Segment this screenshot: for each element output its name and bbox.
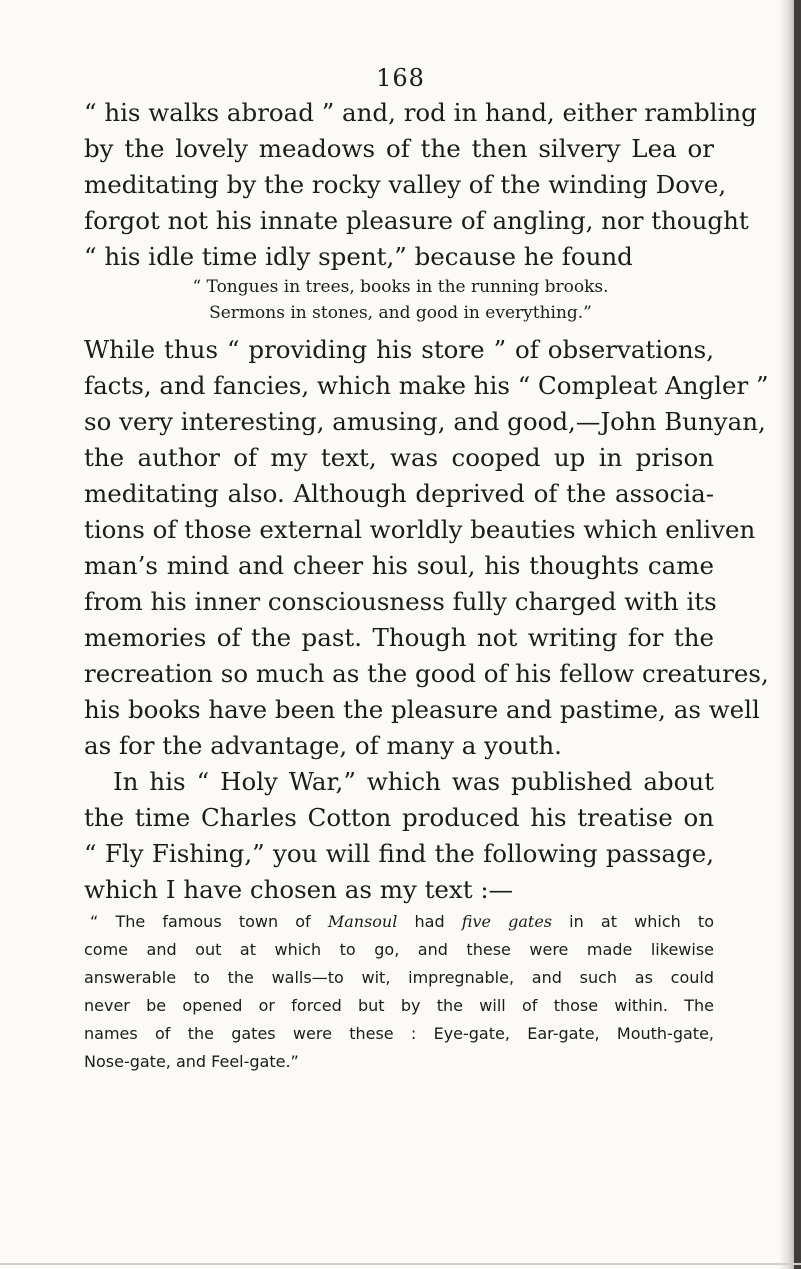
paragraph-line: While thus “ providing his store ” of observations, <box>84 335 714 364</box>
quote-line: names of the gates were these : Eye-gate, Ear-gate, Mouth-gate, <box>84 1024 714 1043</box>
paragraph-line: as for the advantage, of many a youth. <box>84 731 562 760</box>
paragraph-line: forgot not his innate pleasure of angling, nor thought <box>84 206 749 235</box>
quote-line: answerable to the walls—to wit, impregnable, and such as could <box>84 968 714 987</box>
quote-line <box>90 910 714 934</box>
paragraph-line: “ Fly Fishing,” you will find the following passage, <box>84 839 714 868</box>
quote-line: Nose-gate, and Feel-gate.” <box>84 1052 299 1071</box>
quote-italic-five-gates: five gates <box>461 912 553 931</box>
quote-line: never be opened or forced but by the will of those within. The <box>84 996 714 1015</box>
paragraph-line: meditating by the rocky valley of the winding Dove, <box>84 170 727 199</box>
quote-text: “ The famous town of <box>90 912 328 931</box>
paragraph-line: “ his walks abroad ” and, rod in hand, either rambling <box>84 98 757 127</box>
quote-text: in at which to <box>552 912 714 931</box>
paragraph-line: meditating also. Although deprived of the associa- <box>84 479 714 508</box>
page-bottom-edge <box>0 1263 801 1265</box>
paragraph-line: In his “ Holy War,” which was published about <box>113 767 714 796</box>
paragraph-line: from his inner consciousness fully charged with its <box>84 587 717 616</box>
paragraph-line: “ his idle time idly spent,” because he found <box>84 242 633 271</box>
paragraph-line: by the lovely meadows of the then silvery Lea or <box>84 134 714 163</box>
verse-line: Sermons in stones, and good in everything.” <box>209 303 592 323</box>
paragraph-line: which I have chosen as my text :— <box>84 875 514 904</box>
paragraph-line: so very interesting, amusing, and good,—John Bunyan, <box>84 407 766 436</box>
paragraph-line: his books have been the pleasure and pastime, as well <box>84 695 760 724</box>
quote-line: come and out at which to go, and these were made likewise <box>84 940 714 959</box>
paragraph-line: recreation so much as the good of his fellow creatures, <box>84 659 769 688</box>
verse-line: “ Tongues in trees, books in the running brooks. <box>192 277 609 297</box>
paragraph-line: the author of my text, was cooped up in prison <box>84 443 714 472</box>
quote-italic-mansoul: Mansoul <box>327 912 398 931</box>
binding-edge <box>794 0 801 1269</box>
paragraph-line: the time Charles Cotton produced his treatise on <box>84 803 714 832</box>
paragraph-line: facts, and fancies, which make his “ Compleat Angler ” <box>84 371 769 400</box>
page-number: 168 <box>376 64 425 92</box>
quote-text: had <box>397 912 462 931</box>
paragraph-line: memories of the past. Though not writing for the <box>84 623 714 652</box>
paragraph-line: man’s mind and cheer his soul, his thoughts came <box>84 551 714 580</box>
paragraph-line: tions of those external worldly beauties which enliven <box>84 515 756 544</box>
